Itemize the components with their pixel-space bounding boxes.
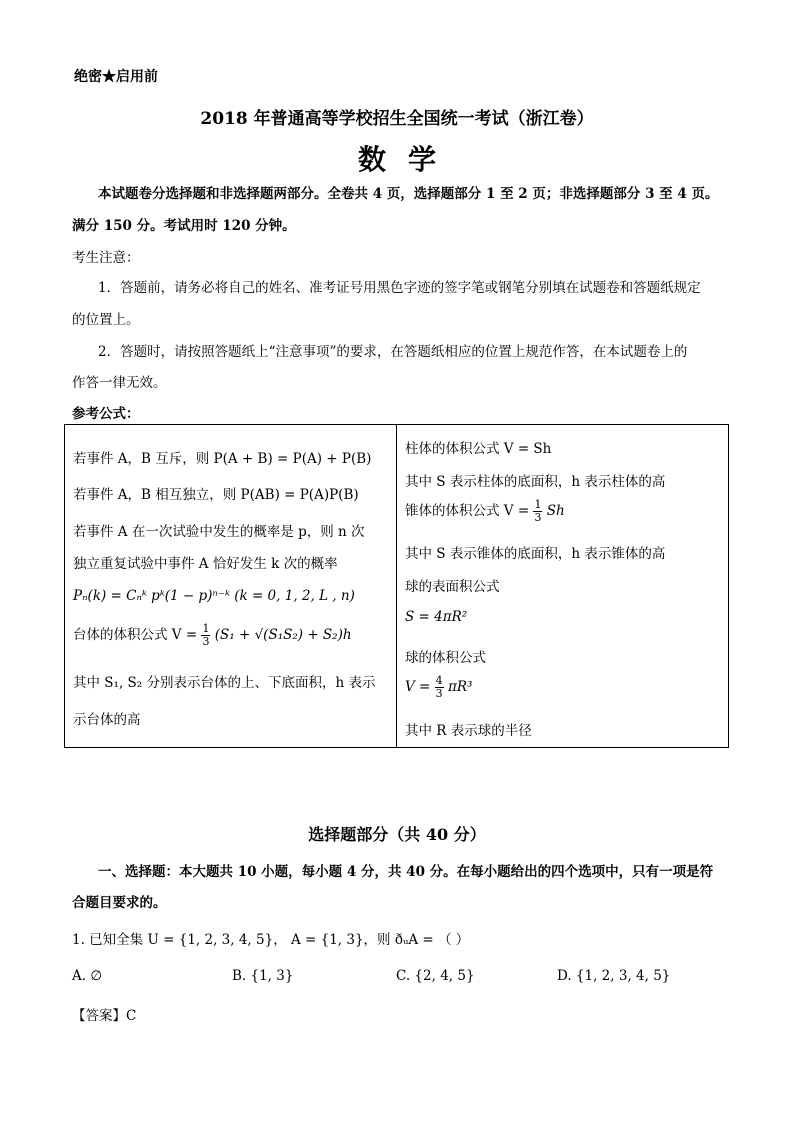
notice-1-line-1: 1．答题前，请务必将自己的姓名、准考证号用黑色字迹的签字笔或钢笔分别填在试题卷和答题纸规定 [98, 280, 701, 296]
sphere-prefix: V = [405, 679, 431, 695]
notice-1-line-2: 的位置上。 [72, 312, 140, 328]
formula-left-cell [65, 425, 397, 748]
reference-formula-table [64, 424, 729, 748]
formula-right-cell [397, 425, 729, 748]
formula-frustum-volume [73, 623, 352, 648]
formula-bernoulli-line-1: 若事件 A 在一次试验中发生的概率是 p，则 n 次 [73, 524, 365, 540]
question-1-option-c: C. {2, 4, 5} [396, 968, 475, 984]
formula-sphere-volume [405, 675, 472, 700]
exam-title: 2018 年普通高等学校招生全国统一考试（浙江卷） [200, 109, 594, 129]
notice-2-line-2: 作答一律无效。 [72, 375, 167, 391]
frustum-suffix: (S₁ + √(S₁S₂) + S₂)h [214, 627, 352, 643]
section-instruction-line-2: 合题目要求的。 [72, 895, 167, 911]
fraction-denominator: 3 [435, 687, 443, 700]
question-1-stem: 1. 已知全集 U = {1, 2, 3, 4, 5}， A = {1, 3}，则 ðᵤA = （ ） [72, 932, 470, 948]
sphere-suffix: πR³ [447, 679, 473, 695]
section-title: 选择题部分（共 40 分） [308, 825, 486, 844]
fraction-numerator: 1 [202, 622, 210, 635]
question-1-option-a: A. ∅ [72, 968, 103, 984]
formula-prism-volume: 柱体的体积公式 V = Sh [405, 441, 552, 457]
pyramid-prefix: 锥体的体积公式 V = [405, 503, 530, 519]
frustum-prefix: 台体的体积公式 V = [73, 627, 198, 643]
intro-line-2: 满分 150 分。考试用时 120 分钟。 [72, 218, 296, 234]
fraction-denominator: 3 [534, 511, 542, 524]
formula-mutually-exclusive: 若事件 A，B 互斥，则 P(A + B) = P(A) + P(B) [73, 451, 372, 467]
question-1-answer: 【答案】C [72, 1008, 137, 1024]
formula-binomial: Pₙ(k) = Cₙᵏ pᵏ(1 − p)ⁿ⁻ᵏ (k = 0, 1, 2, L , n) [73, 588, 355, 604]
fraction-one-third [533, 499, 542, 524]
fraction-numerator: 1 [534, 498, 542, 511]
notice-2-line-1: 2．答题时，请按照答题纸上“注意事项”的要求，在答题纸相应的位置上规范作答，在本试题卷上的 [98, 344, 688, 360]
pyramid-suffix: Sh [546, 503, 565, 519]
formula-frustum-note-2: 示台体的高 [73, 712, 141, 728]
formula-pyramid-note: 其中 S 表示锥体的底面积，h 表示锥体的高 [405, 546, 666, 562]
formula-bernoulli-line-2: 独立重复试验中事件 A 恰好发生 k 次的概率 [73, 556, 338, 572]
formula-prism-note: 其中 S 表示柱体的底面积，h 表示柱体的高 [405, 474, 666, 490]
notice-title: 考生注意： [72, 250, 140, 266]
formula-independent: 若事件 A，B 相互独立，则 P(AB) = P(A)P(B) [73, 487, 359, 503]
section-instruction-line-1: 一、选择题：本大题共 10 小题，每小题 4 分，共 40 分。在每小题给出的四个选项中，只有一项是符 [98, 864, 714, 880]
formula-pyramid-volume [405, 499, 565, 524]
formula-title: 参考公式： [72, 406, 140, 422]
fraction-numerator: 4 [435, 674, 443, 687]
fraction-one-third [201, 623, 210, 648]
fraction-four-thirds [435, 675, 444, 700]
formula-sphere-volume-label: 球的体积公式 [405, 650, 486, 666]
formula-sphere-area-label: 球的表面积公式 [405, 579, 500, 595]
question-1-option-b: B. {1, 3} [232, 968, 294, 984]
confidential-label: 绝密★启用前 [74, 69, 158, 85]
intro-line-1: 本试题卷分选择题和非选择题两部分。全卷共 4 页，选择题部分 1 至 2 页；非选择题部分 3 至 4 页。 [98, 186, 719, 202]
subject-title: 数学 [357, 143, 458, 176]
formula-sphere-note: 其中 R 表示球的半径 [405, 723, 532, 739]
question-1-option-d: D. {1, 2, 3, 4, 5} [557, 968, 671, 984]
formula-sphere-area: S = 4πR² [405, 609, 468, 625]
fraction-denominator: 3 [202, 635, 210, 648]
formula-frustum-note-1: 其中 S₁, S₂ 分别表示台体的上、下底面积，h 表示 [73, 675, 376, 691]
